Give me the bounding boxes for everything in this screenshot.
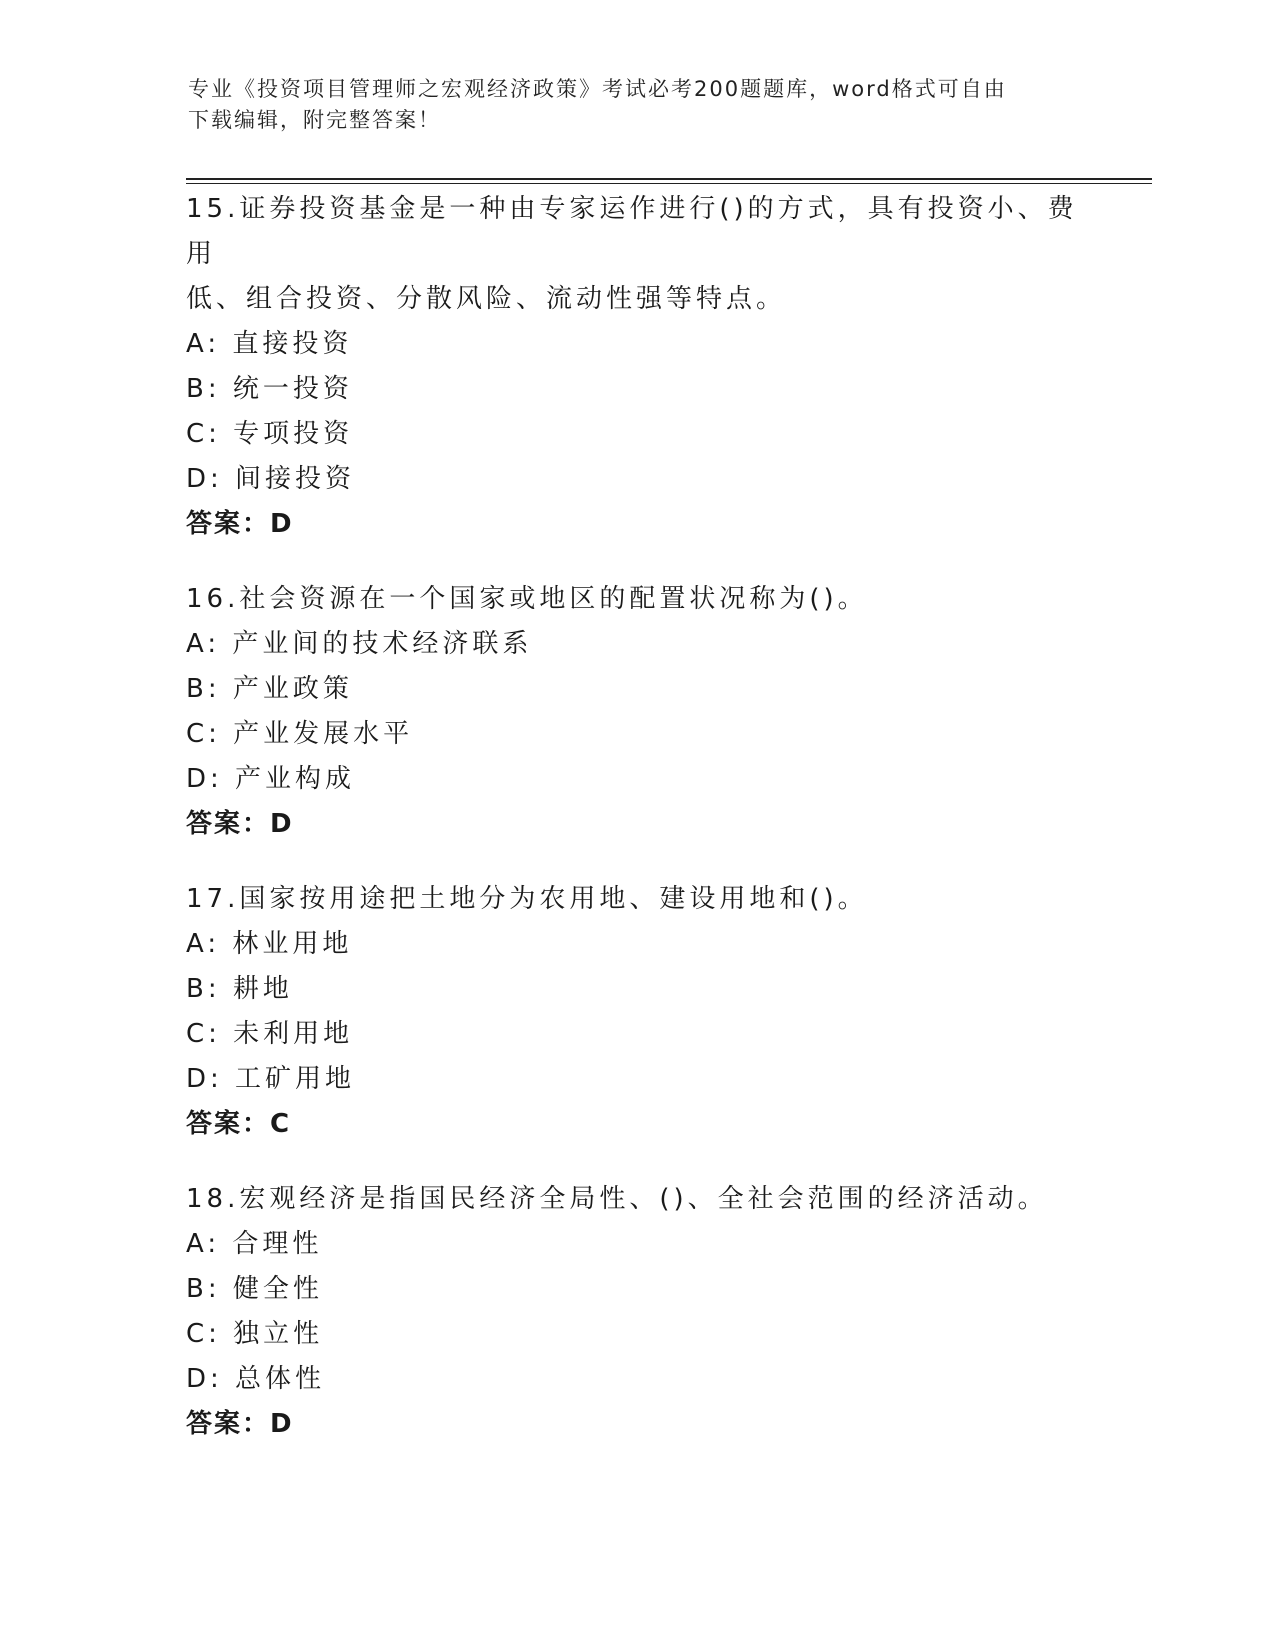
answer-line: 答案：D xyxy=(186,809,294,839)
header-intro-line-2: 下载编辑，附完整答案！ xyxy=(188,108,441,132)
option-list xyxy=(186,922,1086,1102)
option-c: C: 产业发展水平 xyxy=(186,719,414,749)
option-d: D: 间接投资 xyxy=(186,464,356,494)
option-b: B: 产业政策 xyxy=(186,674,353,704)
option-list xyxy=(186,322,1086,502)
option-b: B: 耕地 xyxy=(186,974,293,1004)
option-d: D: 工矿用地 xyxy=(186,1064,356,1094)
option-a: A: 林业用地 xyxy=(186,929,353,959)
question-stem-line-1: 17.国家按用途把土地分为农用地、建设用地和()。 xyxy=(186,884,868,914)
question-stem xyxy=(186,1177,1086,1222)
document-header xyxy=(188,74,1088,136)
option-d: D: 产业构成 xyxy=(186,764,356,794)
option-d: D: 总体性 xyxy=(186,1364,326,1394)
option-c: C: 独立性 xyxy=(186,1319,324,1349)
question-stem-line-1: 15.证券投资基金是一种由专家运作进行()的方式，具有投资小、费用 xyxy=(186,194,1078,269)
question-16 xyxy=(186,577,1086,847)
option-a: A: 合理性 xyxy=(186,1229,323,1259)
question-stem-line-2: 低、组合投资、分散风险、流动性强等特点。 xyxy=(186,284,787,314)
question-stem-line-1: 18.宏观经济是指国民经济全局性、()、全社会范围的经济活动。 xyxy=(186,1184,1048,1214)
header-divider-thin xyxy=(186,183,1152,184)
option-list xyxy=(186,1222,1086,1402)
header-divider-thick xyxy=(186,178,1152,180)
answer-line: 答案：C xyxy=(186,1109,292,1139)
option-list xyxy=(186,622,1086,802)
header-intro-line-1: 专业《投资项目管理师之宏观经济政策》考试必考200题题库，word格式可自由 xyxy=(188,77,1007,101)
option-b: B: 统一投资 xyxy=(186,374,353,404)
answer-line: 答案：D xyxy=(186,509,294,539)
answer-line: 答案：D xyxy=(186,1409,294,1439)
question-list xyxy=(186,187,1086,1477)
question-stem xyxy=(186,577,1086,622)
option-c: C: 专项投资 xyxy=(186,419,354,449)
option-a: A: 直接投资 xyxy=(186,329,353,359)
option-a: A: 产业间的技术经济联系 xyxy=(186,629,533,659)
option-c: C: 未利用地 xyxy=(186,1019,354,1049)
question-17 xyxy=(186,877,1086,1147)
question-stem xyxy=(186,877,1086,922)
question-stem xyxy=(186,187,1086,322)
option-b: B: 健全性 xyxy=(186,1274,323,1304)
question-15 xyxy=(186,187,1086,547)
question-stem-line-1: 16.社会资源在一个国家或地区的配置状况称为()。 xyxy=(186,584,868,614)
question-18 xyxy=(186,1177,1086,1447)
